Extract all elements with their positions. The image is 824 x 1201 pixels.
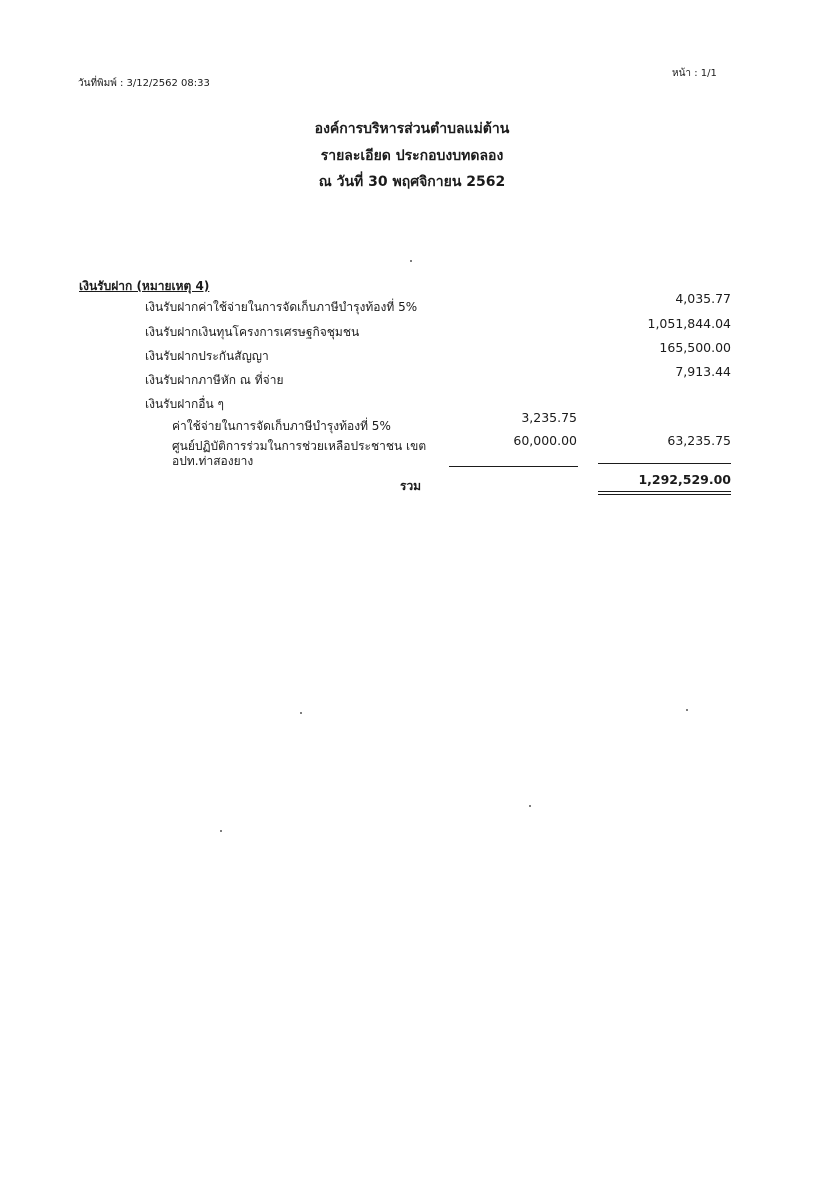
scan-speck: [529, 805, 531, 807]
item-amount: 7,913.44: [675, 364, 731, 379]
subtotal-rule: [449, 466, 578, 467]
scan-speck: [410, 260, 412, 262]
item-label: เงินรับฝากค่าใช้จ่ายในการจัดเก็บภาษีบำรุงท้องที่ 5%: [145, 300, 418, 314]
total-double-rule: [598, 494, 731, 495]
sub-item-label-line2: อปท.ท่าสองยาง: [172, 454, 254, 468]
item-amount: 165,500.00: [659, 340, 731, 355]
item-amount: 4,035.77: [675, 291, 731, 306]
section-heading: เงินรับฝาก (หมายเหตุ 4): [79, 279, 210, 293]
sub-item-amount: 60,000.00: [513, 433, 577, 448]
item-label: เงินรับฝากประกันสัญญา: [145, 349, 269, 363]
sub-item-label: ค่าใช้จ่ายในการจัดเก็บภาษีบำรุงท้องที่ 5%: [172, 419, 391, 433]
report-name: รายละเอียด ประกอบงบทดลอง: [320, 148, 504, 164]
sub-item-amount: 3,235.75: [521, 410, 577, 425]
total-double-rule: [598, 491, 731, 492]
scan-speck: [300, 712, 302, 714]
print-date: วันที่พิมพ์ : 3/12/2562 08:33: [78, 78, 210, 89]
other-deposits-total: 63,235.75: [667, 433, 731, 448]
scan-speck: [220, 830, 222, 832]
item-amount: 1,051,844.04: [647, 316, 731, 331]
as-of-date: ณ วันที่ 30 พฤศจิกายน 2562: [318, 174, 506, 190]
page-number: หน้า : 1/1: [672, 68, 717, 79]
item-label: เงินรับฝากอื่น ๆ: [145, 397, 224, 411]
item-label: เงินรับฝากเงินทุนโครงการเศรษฐกิจชุมชน: [145, 325, 360, 339]
scan-speck: [686, 709, 688, 711]
sub-item-label: ศูนย์ปฏิบัติการร่วมในการช่วยเหลือประชาชน เขต: [172, 439, 427, 453]
total-label: รวม: [400, 479, 422, 493]
total-amount: 1,292,529.00: [638, 472, 731, 487]
item-label: เงินรับฝากภาษีหัก ณ ที่จ่าย: [145, 373, 284, 387]
subtotal-rule: [598, 463, 731, 464]
organization-name: องค์การบริหารส่วนตำบลแม่ต้าน: [314, 121, 510, 137]
